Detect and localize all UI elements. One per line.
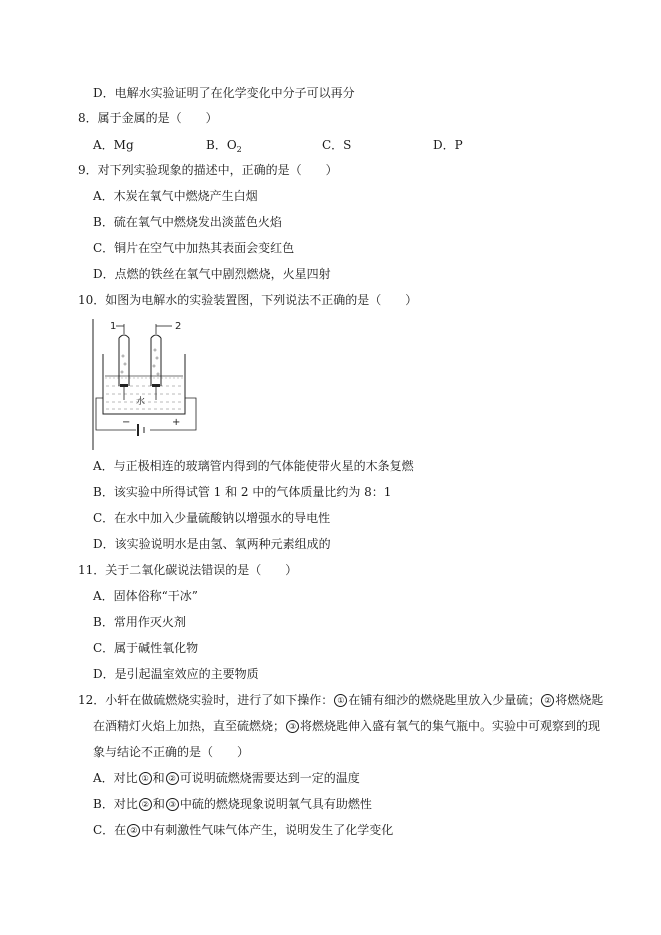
tube-1 xyxy=(119,335,129,386)
q10-option-b: B．该实验中所得试管 1 和 2 中的气体质量比约为 8：1 xyxy=(93,485,392,499)
q9-option-a: A．木炭在氧气中燃烧产生白烟 xyxy=(93,189,258,203)
q9-option-d: D．点燃的铁丝在氧气中剧烈燃烧，火星四射 xyxy=(93,267,331,281)
electrode-positive xyxy=(152,384,160,387)
gas-bubbles xyxy=(121,349,159,375)
tube-2-label: 2 xyxy=(175,321,182,332)
q11-option-c: C．属于碱性氧化物 xyxy=(93,641,199,655)
q11-option-b: B．常用作灭火剂 xyxy=(93,615,186,629)
q10-stem: 10．如图为电解水的实验装置图，下列说法不正确的是（ ） xyxy=(78,293,418,307)
q8-option-c: C．S xyxy=(322,138,352,152)
step-2-mark: ② xyxy=(166,772,179,785)
electrolysis-apparatus-figure xyxy=(92,316,202,450)
q12-option-a: A．对比 ① 和 ② 可说明硫燃烧需要达到一定的温度 xyxy=(93,771,360,785)
q12-stem-line-1: 12．小轩在做硫燃烧实验时，进行了如下操作： ① 在铺有细沙的燃烧匙里放入少量硫； ② 将燃烧匙 xyxy=(78,693,604,707)
q12-option-b: B．对比 ② 和 ③ 中硫的燃烧现象说明氧气具有助燃性 xyxy=(93,797,372,811)
q8-option-d: D．P xyxy=(433,138,463,152)
q10-option-c: C．在水中加入少量硫酸钠以增强水的导电性 xyxy=(93,511,331,525)
q9-option-c: C．铜片在空气中加热其表面会变红色 xyxy=(93,241,295,255)
q8-option-a: A．Mg xyxy=(93,138,134,152)
q10-option-a: A．与正极相连的玻璃管内得到的气体能使带火星的木条复燃 xyxy=(93,459,414,473)
q7-option-d: D．电解水实验证明了在化学变化中分子可以再分 xyxy=(93,86,355,100)
tube-2 xyxy=(151,335,161,386)
q11-option-a: A．固体俗称“干冰” xyxy=(93,589,198,603)
q8-option-b-subscript: 2 xyxy=(236,145,242,154)
q10-option-d: D．该实验说明水是由氢、氧两种元素组成的 xyxy=(93,537,331,551)
tube-1-label: 1 xyxy=(110,321,117,332)
step-2-mark: ② xyxy=(541,694,554,707)
q12-option-c: C．在 ② 中有刺激性气味气体产生，说明发生了化学变化 xyxy=(93,823,394,837)
water-label: 水 xyxy=(136,397,146,407)
step-3-mark: ③ xyxy=(286,720,299,733)
electrode-negative xyxy=(120,384,128,387)
q11-option-d: D．是引起温室效应的主要物质 xyxy=(93,667,259,681)
q12-stem-line-2: 在酒精灯火焰上加热，直至硫燃烧； ③ 将燃烧匙伸入盛有氧气的集气瓶中。实验中可观察到的现 xyxy=(93,719,601,733)
q8-stem: 8．属于金属的是（ ） xyxy=(78,111,218,125)
q8-option-b-label: B．O xyxy=(206,138,237,152)
step-3-mark: ③ xyxy=(166,798,179,811)
q9-option-b: B．硫在氧气中燃烧发出淡蓝色火焰 xyxy=(93,215,282,229)
step-2-mark: ② xyxy=(139,798,152,811)
step-2-mark: ② xyxy=(127,824,140,837)
negative-terminal-label: − xyxy=(122,417,131,428)
q12-stem-line-3: 象与结论不正确的是（ ） xyxy=(93,745,250,759)
step-1-mark: ① xyxy=(334,694,347,707)
step-1-mark: ① xyxy=(139,772,152,785)
q8-option-b xyxy=(206,137,242,158)
positive-terminal-label: + xyxy=(172,417,181,428)
q9-stem: 9．对下列实验现象的描述中，正确的是（ ） xyxy=(78,163,338,177)
q11-stem: 11．关于二氧化碳说法错误的是（ ） xyxy=(78,563,298,577)
